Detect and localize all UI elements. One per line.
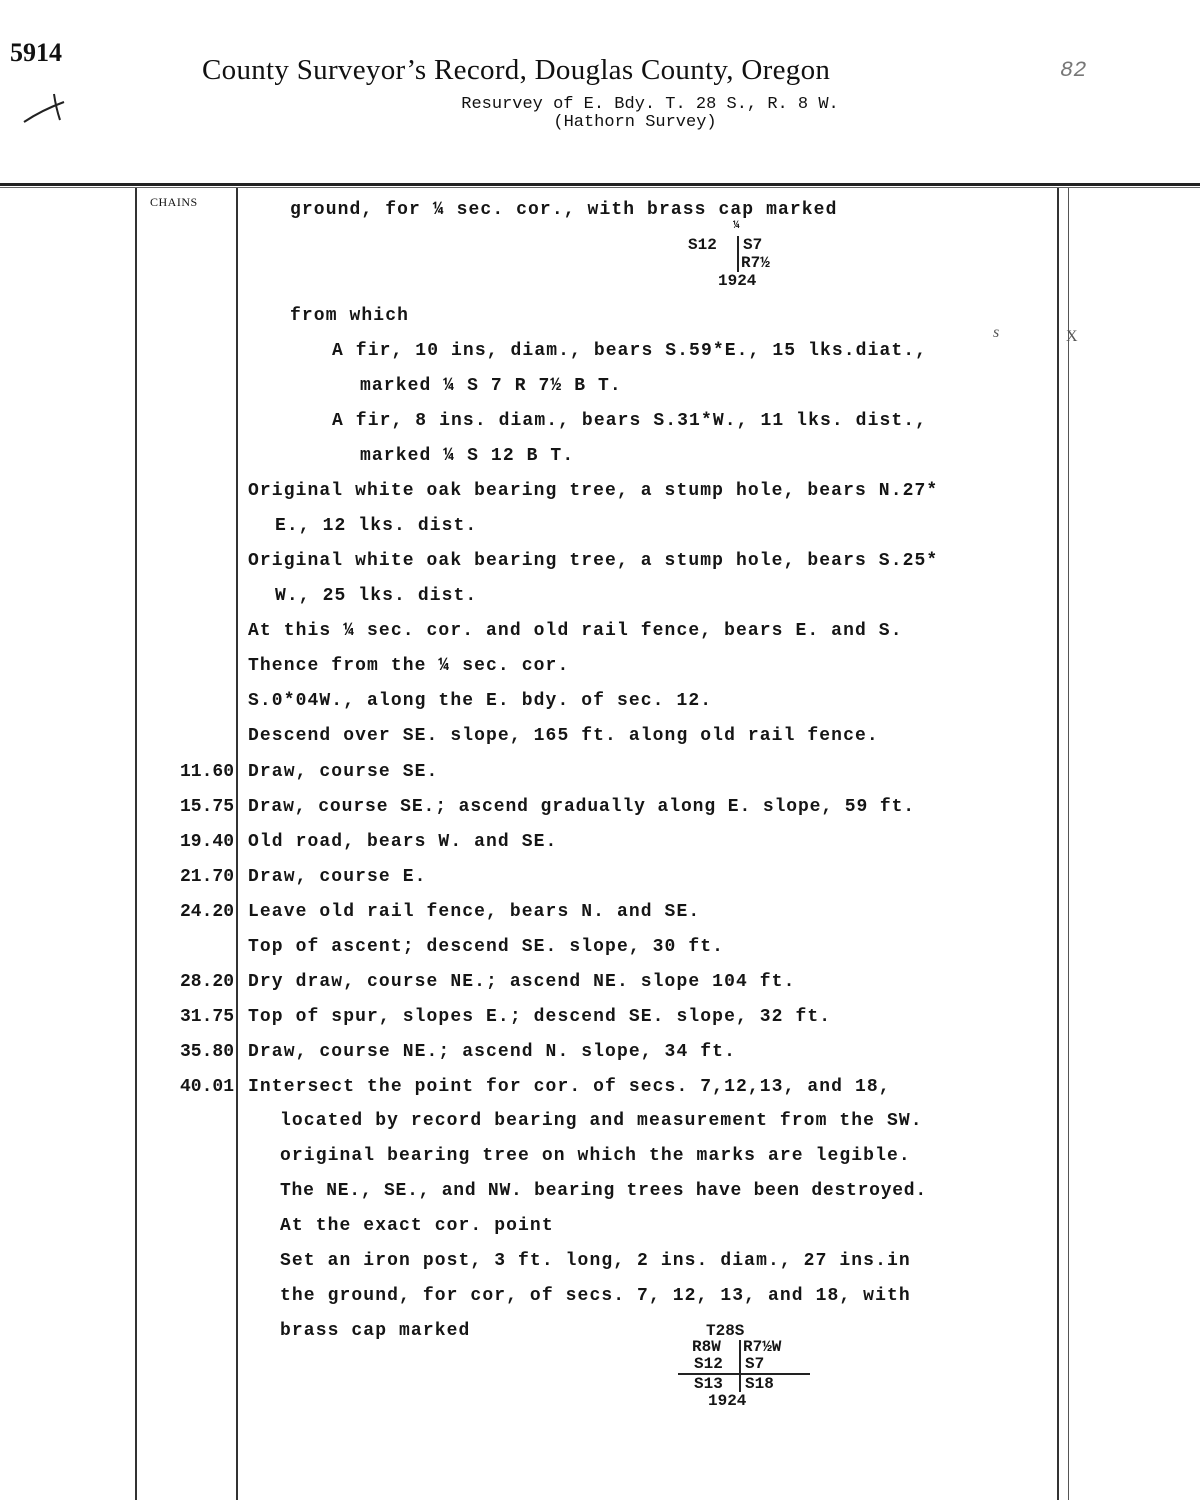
cap2-range-right: R7½W: [743, 1338, 782, 1356]
record-line: Leave old rail fence, bears N. and SE.: [248, 902, 701, 922]
record-line: A fir, 10 ins, diam., bears S.59*E., 15 lks.diat.,: [332, 341, 928, 361]
record-line: Draw, course E.: [248, 867, 427, 887]
page-subtitle-secondary: (Hathorn Survey): [553, 113, 717, 132]
record-line: Old road, bears W. and SE.: [248, 832, 558, 852]
cap2-section-top-left: S12: [694, 1355, 723, 1373]
chains-value: 15.75: [179, 797, 234, 817]
page-number: 82: [1060, 58, 1087, 83]
record-line: ground, for ¼ sec. cor., with brass cap marked: [290, 200, 838, 220]
cap1-year: 1924: [718, 272, 757, 290]
cap2-township: T28S: [706, 1322, 745, 1340]
chains-value: 31.75: [179, 1007, 234, 1027]
record-line: At the exact cor. point: [280, 1216, 554, 1236]
chains-value: 19.40: [179, 832, 234, 852]
cap1-left: S12: [688, 236, 717, 254]
cap1-right-lower: R7½: [741, 254, 770, 272]
cap2-section-bottom-left: S13: [694, 1375, 723, 1393]
chains-value: 21.70: [179, 867, 234, 887]
record-line: located by record bearing and measurement from the SW.: [280, 1111, 923, 1131]
record-line: Draw, course SE.; ascend gradually along E. slope, 59 ft.: [248, 797, 915, 817]
record-line: from which: [290, 306, 410, 326]
record-line: marked ¼ S 12 B T.: [360, 446, 575, 466]
record-line: original bearing tree on which the marks are legible.: [280, 1146, 911, 1166]
chains-column-header: CHAINS: [150, 195, 198, 209]
record-line: Original white oak bearing tree, a stump hole, bears S.25*: [248, 551, 939, 571]
record-line: brass cap marked: [280, 1321, 471, 1341]
record-line: Top of spur, slopes E.; descend SE. slope, 32 ft.: [248, 1007, 832, 1027]
left-margin-rule: [135, 188, 137, 1500]
chains-value: 35.80: [179, 1042, 234, 1062]
chains-value: 24.20: [179, 902, 234, 922]
cap2-section-top-right: S7: [745, 1355, 765, 1373]
record-line: Original white oak bearing tree, a stump hole, bears N.27*: [248, 481, 939, 501]
cap1-right: S7: [743, 236, 763, 254]
record-line: The NE., SE., and NW. bearing trees have been destroyed.: [280, 1181, 927, 1201]
record-line: At this ¼ sec. cor. and old rail fence, bears E. and S.: [248, 621, 903, 641]
page-subtitle: Resurvey of E. Bdy. T. 28 S., R. 8 W.: [461, 95, 839, 114]
cap1-quarter: ¼: [733, 220, 740, 232]
record-line: A fir, 8 ins. diam., bears S.31*W., 11 lks. dist.,: [332, 411, 928, 431]
record-line: the ground, for cor, of secs. 7, 12, 13, and 18, with: [280, 1286, 911, 1306]
record-line: Descend over SE. slope, 165 ft. along old rail fence.: [248, 726, 879, 746]
record-line: Intersect the point for cor. of secs. 7,12,13, and 18,: [248, 1077, 891, 1097]
page-title: County Surveyor’s Record, Douglas County, Oregon: [202, 54, 831, 86]
cap2-year: 1924: [708, 1392, 747, 1410]
chains-value: 28.20: [179, 972, 234, 992]
chains-value: 40.01: [179, 1077, 234, 1097]
record-line: W., 25 lks. dist.: [275, 586, 478, 606]
record-line: Draw, course NE.; ascend N. slope, 34 ft.: [248, 1042, 736, 1062]
handwritten-correction: s: [993, 324, 1000, 341]
record-line: S.0*04W., along the E. bdy. of sec. 12.: [248, 691, 713, 711]
record-line: marked ¼ S 7 R 7½ B T.: [360, 376, 622, 396]
right-margin-rule: [1068, 188, 1069, 1500]
record-line: Thence from the ¼ sec. cor.: [248, 656, 570, 676]
record-line: Top of ascent; descend SE. slope, 30 ft.: [248, 937, 725, 957]
margin-check-mark: X: [1066, 328, 1078, 345]
record-line: Dry draw, course NE.; ascend NE. slope 104 ft.: [248, 972, 796, 992]
cap2-horizontal-divider: [678, 1373, 810, 1375]
cap2-vertical-divider: [739, 1340, 741, 1392]
chains-column-rule: [236, 188, 238, 1500]
cap2-section-bottom-right: S18: [745, 1375, 774, 1393]
chains-value: 11.60: [179, 762, 234, 782]
record-line: E., 12 lks. dist.: [275, 516, 478, 536]
record-number: 5914: [10, 38, 62, 67]
right-text-rule: [1057, 188, 1059, 1500]
record-line: Draw, course SE.: [248, 762, 439, 782]
header-rule-bottom: [0, 187, 1200, 188]
cap2-range-left: R8W: [692, 1338, 721, 1356]
cap1-divider: [737, 236, 739, 272]
header-rule-top: [0, 183, 1200, 186]
record-line: Set an iron post, 3 ft. long, 2 ins. diam., 27 ins.in: [280, 1251, 911, 1271]
